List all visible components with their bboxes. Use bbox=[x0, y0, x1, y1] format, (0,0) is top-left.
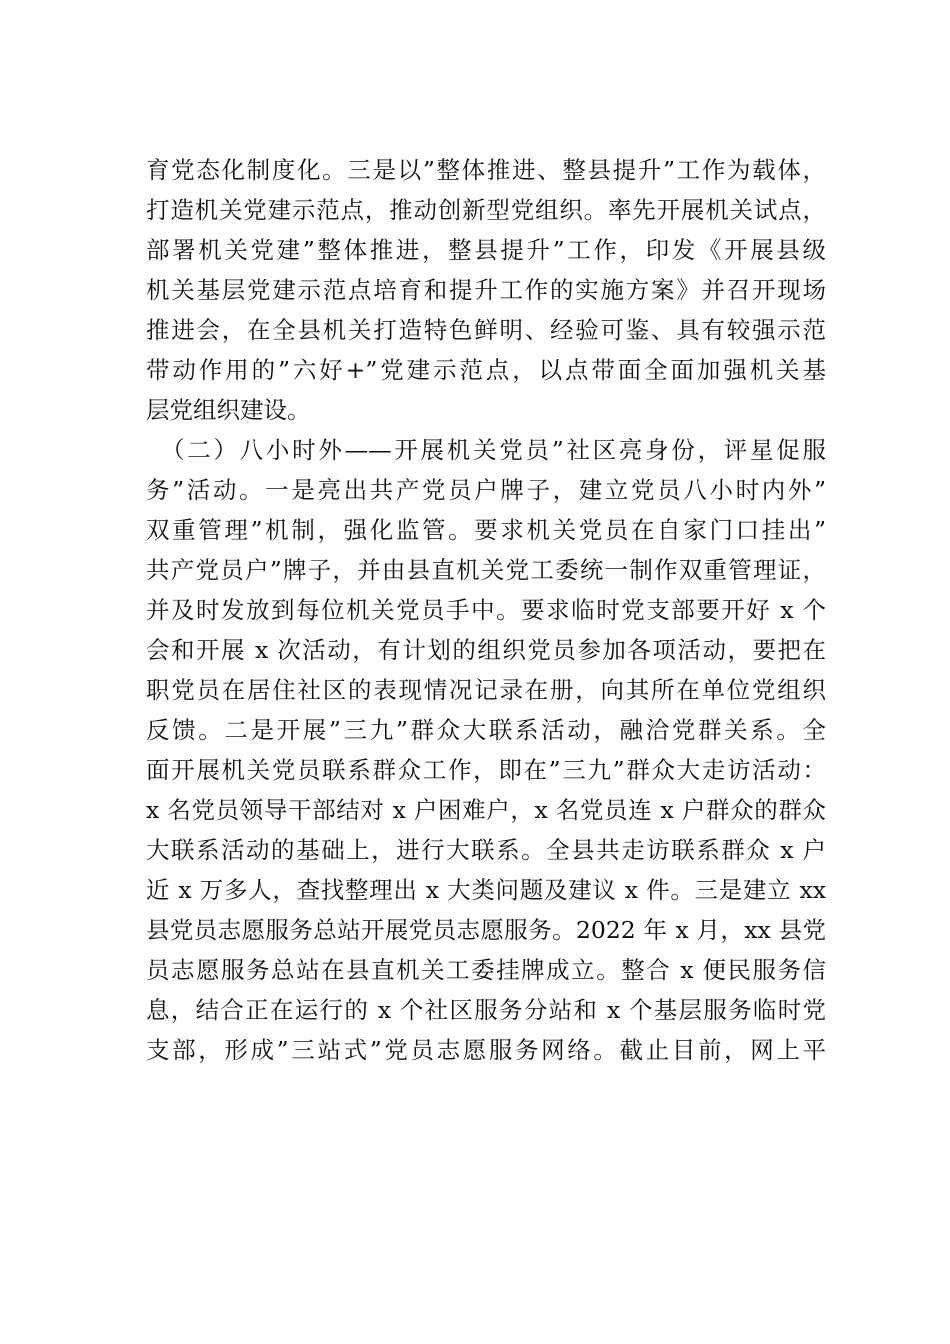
text-line: 双重管理”机制，强化监管。要求机关党员在自家门口挂出” bbox=[146, 516, 826, 544]
text-line: 层党组织建设。 bbox=[146, 396, 311, 424]
text-line: 县党员志愿服务总站开展党员志愿服务。2022 年 x 月，xx 县党 bbox=[146, 916, 826, 944]
text-line: 支部，形成”三站式”党员志愿服务网络。截止目前，网上平 bbox=[146, 1036, 826, 1064]
paragraph bbox=[146, 150, 826, 430]
text-line: 息，结合正在运行的 x 个社区服务分站和 x 个基层服务临时党 bbox=[146, 996, 826, 1024]
text-line: 员志愿服务总站在县直机关工委挂牌成立。整合 x 便民服务信 bbox=[146, 956, 826, 984]
text-line: 带动作用的”六好+”党建示范点，以点带面全面加强机关基 bbox=[146, 356, 826, 384]
text-line: 面开展机关党员联系群众工作，即在”三九”群众大走访活动： bbox=[146, 756, 826, 784]
section-heading-line: （二）八小时外——开展机关党员”社区亮身份，评星促服 bbox=[161, 436, 826, 464]
text-line: 务”活动。一是亮出共产党员户牌子，建立党员八小时内外” bbox=[146, 476, 826, 504]
document-body bbox=[146, 150, 826, 1070]
text-line: 推进会，在全县机关打造特色鲜明、经验可鉴、具有较强示范 bbox=[146, 316, 826, 344]
text-line: x 名党员领导干部结对 x 户困难户，x 名党员连 x 户群众的群众 bbox=[146, 796, 826, 824]
text-line: 部署机关党建”整体推进，整县提升”工作，印发《开展县级 bbox=[146, 236, 826, 264]
text-line: 近 x 万多人，查找整理出 x 大类问题及建议 x 件。三是建立 xx bbox=[146, 876, 826, 904]
text-line: 机关基层党建示范点培育和提升工作的实施方案》并召开现场 bbox=[146, 276, 826, 304]
text-line: 共产党员户”牌子，并由县直机关党工委统一制作双重管理证， bbox=[146, 556, 826, 584]
text-line: 反馈。二是开展”三九”群众大联系活动，融洽党群关系。全 bbox=[146, 716, 826, 744]
text-line: 打造机关党建示范点，推动创新型党组织。率先开展机关试点， bbox=[146, 196, 826, 224]
paragraph bbox=[146, 430, 826, 1070]
text-line: 职党员在居住社区的表现情况记录在册，向其所在单位党组织 bbox=[146, 676, 826, 704]
text-line: 育党态化制度化。三是以”整体推进、整县提升”工作为载体， bbox=[146, 156, 826, 184]
text-line: 大联系活动的基础上，进行大联系。全县共走访联系群众 x 户 bbox=[146, 836, 826, 864]
text-line: 并及时发放到每位机关党员手中。要求临时党支部要开好 x 个 bbox=[146, 596, 826, 624]
text-line: 会和开展 x 次活动，有计划的组织党员参加各项活动，要把在 bbox=[146, 636, 826, 664]
